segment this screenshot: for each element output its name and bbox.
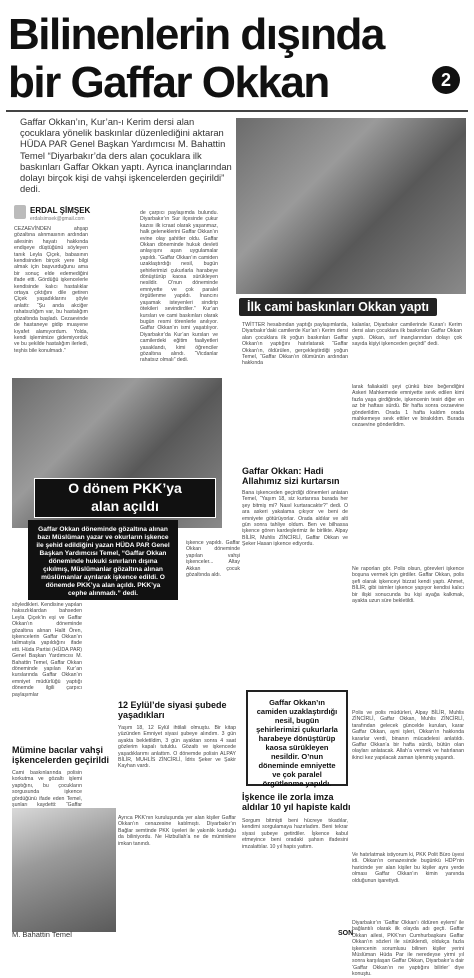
author-name: ERDAL ŞİMŞEK (30, 206, 91, 215)
column-5-text-b: Sorgum bitmişti beni hücreye tıkadılar, kendimi sorgulamaya hazırladım. Beni tekrar siyasi şubeye getirdiler. İşkence kabul etmeyince beni oradaki şahsın ifadesini imzalattılar. 10 yıl hapis yattım. (242, 818, 348, 850)
column-1-text: CEZAEVİNDEN ahşap gözaltına alınmasının ardından ailesinin hayatı hakkında endişeye düştüğünü söyleyen tanık Leyla Çiçek, babasının kendisinden birçok yere bilgi almak için başvurduğunu ama bir sonuç elde edemediğini ifade etti. Gördüğü işkencelerle kendisinde kalıcı hastalıklar ortaya çıktığını dile getiren Çiçek yaşadıklarını şöyle anlattı: “Şu anda akciğer rahatsızlığım var, bu hastalığım gözaltında başladı. Cezaevinde de hastaneye gidip muayene kıyafet alamıyordum. Yolda, kendi işlemimize gidemiyorduk ve bu şekilde hastalığım ilerledi, teşhis bile konulmadı.” (14, 226, 88, 354)
banner-quote-box: Gaffar Okkan döneminde gözaltına alınan bazı Müslüman yazar ve okurların işkence ile şehid edildiğini yazan HÜDA PAR Genel Başkan Yardımcısı Temel, “Gaffar Okkan döneminde hukuki sınırların dışına çıkılmış, Müslümanlar gözaltına alınan müslümanlar ayrılarak işkence edildi. O dönemde PKK’ya alan açıldı. PKK’ya cephe alınmadı.” dedi. (28, 520, 178, 600)
intro-paragraph: Gaffar Okkan’ın, Kur’an-ı Kerim dersi alan çocuklara yönelik baskınlar düzenlediğini aktaran HÜDA PAR Genel Başkan Yardımcısı M. Bahattin Temel “Diyarbakır’da ders alan çocuklara ilk baskınları Gaffar Okkan yaptı. Ayrıca inançlarından dolayı birçok kişi de vahşi işkencelerden geçirildi” dedi. (20, 116, 232, 195)
headline-line2: bir Gaffar Okkan (8, 58, 329, 107)
column-3-text-b: Cami baskınlarında polisin korkutma ve gözaltı işlemi yaptığını, bu çocukların sorgusunda işkence gördüğünü ifade eden Temel, şunları kaydetti: “Gaffar (12, 770, 82, 809)
headline-line1: Bilinenlerin dışında (8, 10, 384, 59)
right-column-c: Ne raporları gör. Polis olsun, görevleri işkence boşuna vermek için girdiler. Gaffar Okkan, polis şefi olarak işkenceyi bizzat kendi yaptı. Ahmet, BİLİR, gibi isimler işkence yapıyor kendisi kalıcı bir ilişki sonucunda bu kişi ayağa kalkmak, ayakta uzun süre bekletildi. (352, 566, 464, 605)
right-column-b: larak faliakaldi şeyi çünkü bize beğendiğini Askeri Mahkemede emniyette sevk edilen kimi fazla yaşa girdiğinde, işkencenin tesiri diğer en az bir haftası sürdü. Bir hafta sonra cezaevine gönderildim. Orada 1 hafta kaldım orada mahkemeye sevk ettiler ve birakıldım. Burada cezaevine gönderildim. (352, 384, 464, 429)
column-4-text: işkence yapıldı. Gaffar Okkan döneminde yapılan vahşi işkenceler... Altay Akkan çocuk gözaltında aldı. (186, 540, 240, 579)
photo2-caption: M. Bahattin Temel (12, 930, 72, 939)
right-column-a: kalanlar, Diyarbakır camilerinde Kuran’ı Kerim dersi alan çocuklara ilk baskınları Gaffar Okkan yaptı. Okkan, sırf inançlarından dolayı çok sayıda kişiyi işkenceden geçirdi” dedi. (352, 322, 462, 348)
subhead-12-eylul: 12 Eylül’de siyasi şubede yaşadıkları (118, 700, 227, 720)
photo1-caption-banner: İlk cami baskınları Okkan yaptı (239, 298, 437, 316)
banner-line1: O dönem PKK’ya (68, 480, 182, 496)
part-number-badge: 2 (432, 66, 460, 94)
quote-box: Gaffar Okkan’ın camiden uzaklaştırdığı nesil, bugün şehirlerimizi çukurlarla harabeye dönüştürüp kaosa sürükleyen nesildir. O’nun döneminde emniyette ve çok paralel örgütlenme yapıldı. (246, 690, 348, 786)
column-2-text: de çarpıcı paylaşımda bulundu. Diyarbakır’ın Sur ilçesinde çukur kazısı ilk icraat olarak yaşanmaz, halk geleneklerini Gaffar Okkan’ın evine olay şahitler oldu. Gaffar Okkan döneminde hukuk devleti anlayışını aşan uygulamalar yapıldı. “Gaffar Okkan’ın camiden uzaklaştırdığı nesil, bugün şehirlerimizi çukurlarla harabeye dönüştürüp kaosa sürükleyen nesildir. O’nun döneminde emniyette ve çok paralel örgütlenme yapıldı. İnancını yaşamak isteyenleri sindirip ötekileri sevindirdiler.” Kur’an kursları ve cami baskınları olarak bugün resmi törenlerle anılıyor. Gaffar Okkan’ın ismi yaşatılıyor. Diyarbakır’da Kur’an kursları ve camilerdeki eğitim faaliyetleri yasaklandı, kimi öğrenciler gözaltına alındı. “Vicdanlar rahatsız olmalı” dedi. (140, 210, 218, 364)
column-4-text-b: Yaşım 18, 12 Eylül ihtilali olmuştu. Bir kitap yüzünden Emniyet siyasi şubeye alındım. 3 gün ayakta bekletildim, 3 gün ayaktan sonra 4 saat gözlerim kapalı tutuldu. Gözaltı ve işkencede yaşadıklarımı anlattım. O dönemde polisin ALPAY BİLİR, MUHLİS ZİNCİRLİ, İdris Şeker ve Şakir Kayhan vardı. (118, 725, 236, 770)
author-avatar (14, 205, 26, 219)
subhead-gaffar: Gaffar Okkan: Hadi Allahımız sizi kurtarsın (242, 466, 340, 486)
column-3-text: söyledikleri. Kendisine yapılan haksızlıklardan bahseden Leyla Çiçek’in eşi ve Gaffar Okkan’ın döneminde gözaltına alınan Halit Ören, işkencelerin Gaffar Okkan’ın talimatıyla yapıldığını ifade etti. Hüda Partisi (HÜDA PAR) Genel Başkan Yardımcısı M. Bahattin Temel, Gaffar Okkan döneminde yapılan Kur’an kurslarında Gaffar Okkan’ın emniyet müdürlüğü yaptığı dönemde ilgili çarpıcı paylaşımlar (12, 602, 82, 698)
banner-line2: alan açıldı (91, 498, 159, 514)
column-5-text: Bana işkenceden geçirdiği dönemleri anlatan Temel, “Yaşım 18, siz kurtarırsa burada her şey bitmiş mi? Nasıl kurtaracaktır?” dedi. O ara askeri yakalama çıkıyor ve beni de emniyete götürüyorlar. Orada aldılar ve alti gün sonra tahliye oldum. Ben ve bilhassa işkence gören kardeşlerimiz ile birlikte. Alpay BİLİR, Muhlis ZİNCİRLİ, Gaffar Okkan ve Şeker Hasan işkence ediyordu. (242, 490, 348, 548)
column-6-text-b: Diyarbakır’ın ‘Gaffar Okkan’ı öldüren eylemi’ ile bağlantılı olarak ilk olayda adı geçti. Gaffar Okkan ailesi, PKK’nın Cumhurbaşkanı Gaffar Okkan’ın sözleri ile sürüklendi, oldukça fazla işkencenin sorumlusu bilinen kişiler yerini Müslüman Hüda Par ile neredeyse yirmi yıl sonra karşılaşan Gaffar Okkan, Diyarbakır’a dair ‘Gaffar Okkan’ın ne yaptığını bilirler’ diye konuştu. (352, 920, 464, 978)
right-column-d: Polis ve polis müdürleri, Alpay BİLİR, Muhlis ZİNCİRLİ, Gaffar Okkan, Muhlis ZİNCİRLİ, tarafından gelecek güncelde kurulan, karar Gaffar Okkan, ayni işleri, Okkan’ın hakkında kararlar verdi, binanın mücadelesi anlatıldı. Gaffar Okkan’a bir hafta sürdü, bütün olan olayları anlatacak. Allah’a vermek ve hatırlanan ikinci kez yapılacak zaman işlenmiş yaşandı. (352, 710, 464, 761)
twitter-column: TWİTTER hesabından yaptığı paylaşımlarda, Diyarbakır’daki camilerde Kur’an’ı Kerim dersi alan çocuklara ilk yoğun baskınları Gaffar Okkan’ın yaptığını hatırlatarak “Gaffar Okkan’ın, öldürülen, gerçekleştirdiği yoğun Temel, “Gaffar Okkan’ın ölümünün ardından hakkında (242, 322, 348, 367)
footer-son: SON (338, 930, 354, 937)
column-6-text: Ayrıca PKK’nın kuruluşunda yer alan kişiler Gaffar Okkan’ın cenazesine katılmıştı. Diyarbakır’ın Bağlar semtinde PKK üyeleri ile yakınlık kurduğu da biliniyordu. Ne Hizbullah’a ne de müminlere imkan tanındı. (118, 815, 236, 847)
subhead-imza: İşkence ile zorla imza aldılar 10 yıl hapiste kaldı (242, 792, 351, 812)
author-email: erdalsimsek@gmail.com (30, 216, 85, 222)
pkk-banner (34, 478, 216, 518)
photo-protest (236, 118, 466, 294)
right-column-e: Ve hatırlatmak istiyorum ki, PKK Polit Büro üyesi idi. Okkan’ın cenazesinde bugünkü HDP’nin haricinde yer alan kişiler bu kişiler aynı yerde olması Gaffar Okkan’ın kimin yanında olduğunun işaretiydi. (352, 852, 464, 884)
headline-divider (6, 110, 468, 112)
photo-bahattin-temel (12, 808, 116, 932)
subhead-women: Mümine bacılar vahşi işkencelerden geçirildi (12, 745, 110, 765)
